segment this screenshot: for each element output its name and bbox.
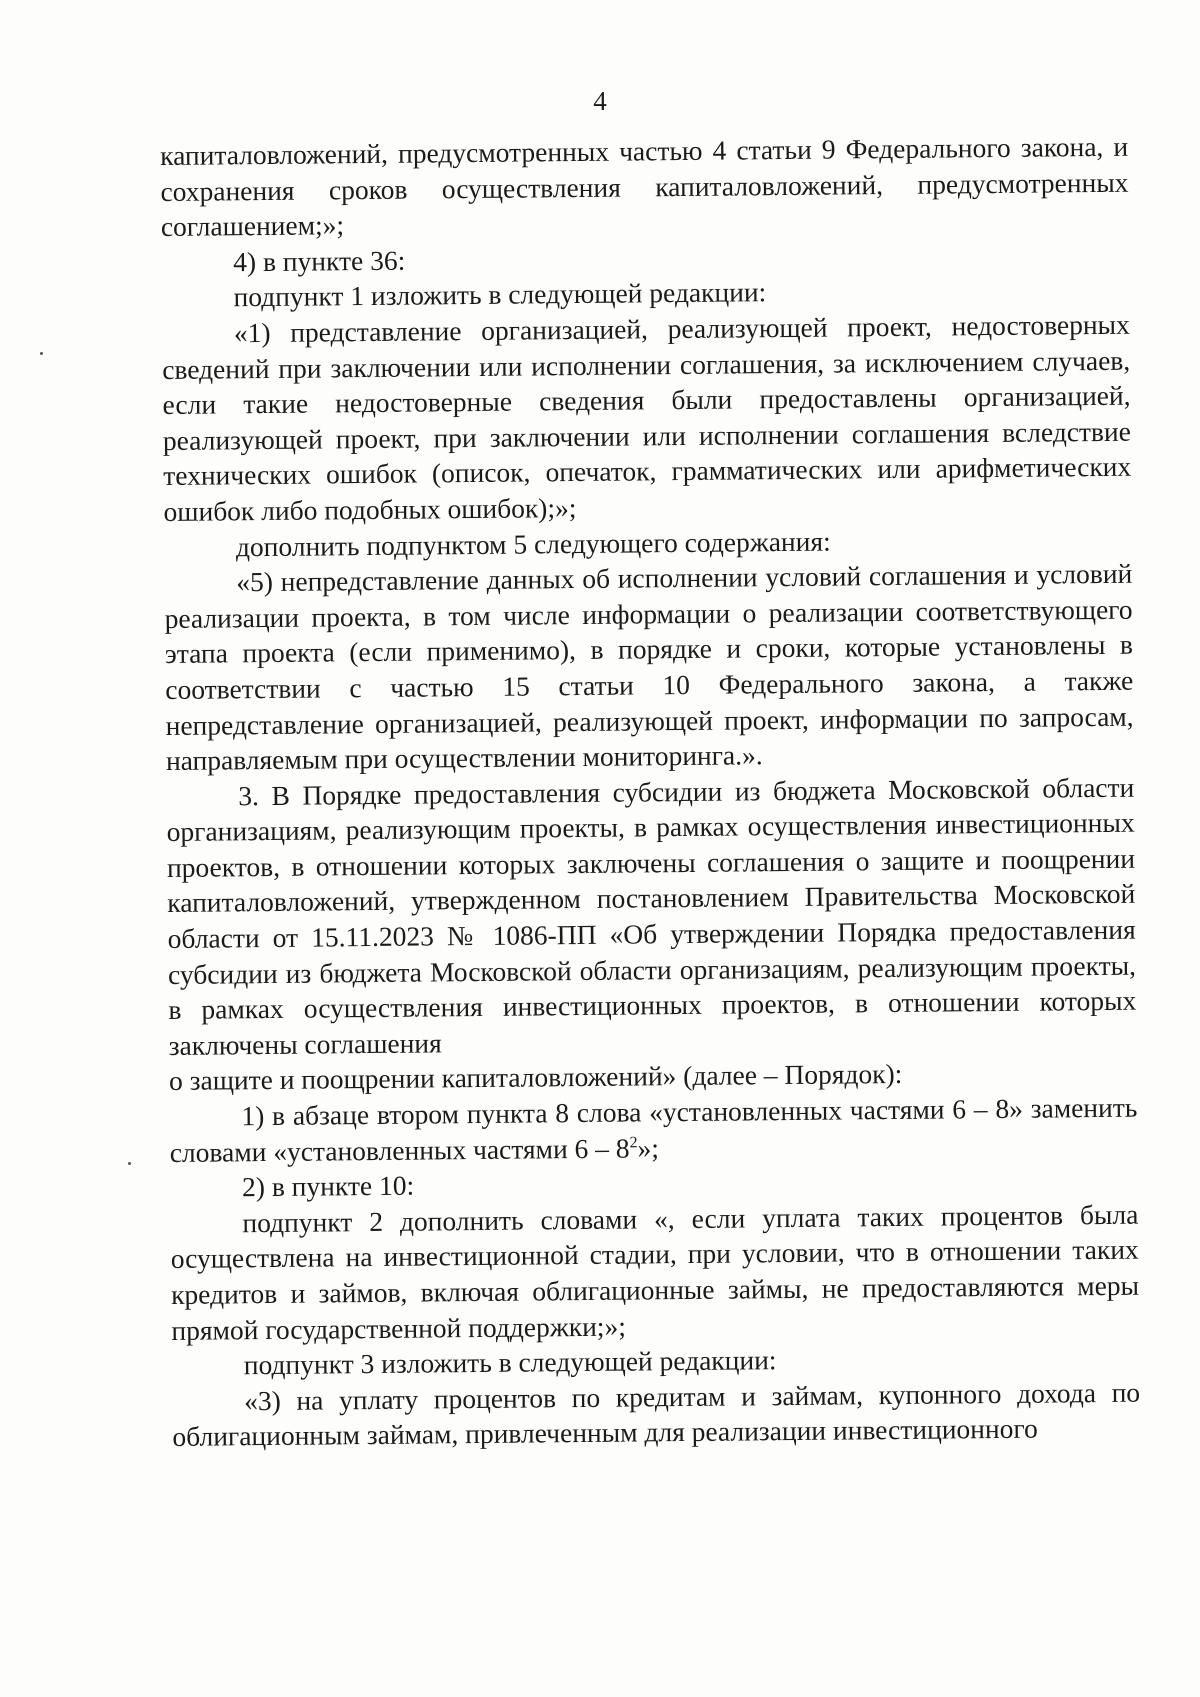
paragraph-item-1-text: 1) в абзаце втором пункта 8 слова «установленных частями 6 – 8» заменить словами «установленных частями 6 – 8	[169, 1091, 1138, 1168]
paragraph-quote-5: «5) непредставление данных об исполнении условий соглашения и условий реализации проекта, в том числе информации о реализации соответствующего этапа проекта (если применимо), в порядке и сроки, которые установлены в соответствии с частью 15 статьи 10 Федерального закона, а также непредставление организацией, реализующей проект, информации по запросам, направляемым при осуществлении мониторинга.».	[164, 557, 1134, 777]
scan-speck	[40, 352, 43, 355]
paragraph-item-1-tail: »;	[637, 1131, 660, 1164]
paragraph-section-3: 3. В Порядке предоставления субсидии из бюджета Московской области организациям, реализующим проекты, в рамках осуществления инвестиционных проектов, в отношении которых заключены соглашения о защите и поощрении капиталовложений, утвержденном постановлением Правительства Московской области от 15.11.2023 № 1086-ПП «Об утверждении Порядка предоставления субсидии из бюджета Московской области организациям, реализующим проекты, в рамках осуществления инвестиционных проектов, в отношении которых заключены соглашения	[166, 771, 1137, 1061]
paragraph-subitem-2-addition: подпункт 2 дополнить словами «, если уплата таких процентов была осуществлена на инвестиционной стадии, при условии, что в отношении таких кредитов и займов, включая облигационные займы, не предоставляются меры прямой государственной поддержки;»;	[170, 1198, 1140, 1346]
paragraph-capital-investments: капиталовложений, предусмотренных частью 4 статьи 9 Федерального закона, и сохранения сроков осуществления капиталовложений, предусмотренных соглашением;»;	[160, 130, 1129, 243]
paragraph-quote-1: «1) представление организацией, реализующей проект, недостоверных сведений при заключении или исполнении соглашения, за исключением случаев, если такие недостоверные сведения были предоставлены организацией, реализующей проект, при заключении или исполнении соглашения вследствие технических ошибок (описок, опечаток, грамматических или арифметических ошибок либо подобных ошибок);»;	[162, 308, 1132, 527]
superscript: 2	[629, 1133, 638, 1152]
paragraph-item-4: 4) в пункте 36:	[233, 244, 406, 278]
scan-speck	[128, 1162, 131, 1165]
paragraph-item-1-point-8	[169, 1090, 1138, 1170]
page-number: 4	[593, 86, 607, 116]
paragraph-add-subitem-5: дополнить подпунктом 5 следующего содержания:	[235, 525, 831, 562]
paragraph-subitem-1-wording: подпункт 1 изложить в следующей редакции:	[233, 276, 767, 313]
paragraph-item-2: 2) в пункте 10:	[241, 1169, 415, 1203]
paragraph-quote-3: «3) на уплату процентов по кредитам и займам, купонного дохода по облигационным займам, привлеченным для реализации инвестиционного	[172, 1376, 1141, 1453]
paragraph-subitem-3-wording: подпункт 3 изложить в следующей редакции:	[243, 1344, 777, 1381]
document-body	[160, 129, 1141, 1455]
paragraph-section-3-continued: о защите и поощрении капиталовложений» (далее – Порядок):	[168, 1058, 903, 1097]
